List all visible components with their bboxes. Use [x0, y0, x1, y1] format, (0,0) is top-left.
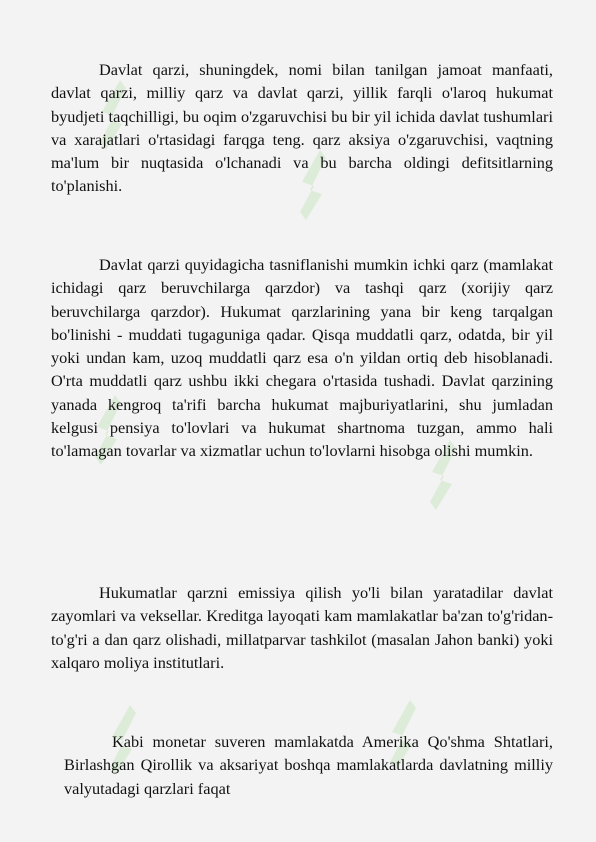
paragraph-text: Davlat qarzi quyidagicha tasniflanishi mumkin ichki qarz (mamlakat ichidagi qarz beruvchilarga qarzdor) va tashqi qarz (xorijiy qarz beruvchilarga qarzdor). Hukumat qarzlarining yana bir keng tarqalgan bo'linishi - muddati tugaguniga qadar. Qisqa muddatli qarz, odatda, bir yil yoki undan kam, uzoq muddatli qarz esa o'n yildan ortiq deb hisoblanadi. O'rta muddatli qarz ushbu ikki chegara o'rtasida tushadi. Davlat qarzining yanada kengroq ta'rifi barcha hukumat majburiyatlarini, shu jumladan kelgusi pensiya to'lovlari va hukumat shartnoma tuzgan, ammo hali to'lamagan tovarlar va xizmatlar uchun to'lovlarni hisobga olishi mumkin.	[51, 255, 553, 461]
paragraph-1	[51, 58, 553, 198]
paragraph-text: Davlat qarzi, shuningdek, nomi bilan tanilgan jamoat manfaati, davlat qarzi, milliy qarz va davlat qarzi, yillik farqli o'laroq hukumat byudjeti taqchilligi, bu oqim o'zgaruvchisi bu bir yil ichida davlat tushumlari va xarajatlari o'rtasidagi farqga teng. qarz aksiya o'zgaruvchisi, vaqtning ma'lum bir nuqtasida o'lchanadi va bu barcha oldingi defitsitlarning to'planishi.	[51, 60, 553, 196]
paragraph-2	[51, 253, 553, 463]
paragraph-4	[64, 730, 553, 800]
paragraph-text: Kabi monetar suveren mamlakatda Amerika Qo'shma Shtatlari, Birlashgan Qirollik va aksariyat boshqa mamlakatlarda davlatning milliy valyutadagi qarzlari faqat	[64, 732, 553, 798]
paragraph-3	[51, 581, 553, 674]
paragraph-text: Hukumatlar qarzni emissiya qilish yo'li bilan yaratadilar davlat zayomlari va veksellar. Kreditga layoqati kam mamlakatlar ba'zan to'g'ridan-to'g'ri a dan qarz olishadi, millatparvar tashkilot (masalan Jahon banki) yoki xalqaro moliya institutlari.	[51, 583, 553, 672]
